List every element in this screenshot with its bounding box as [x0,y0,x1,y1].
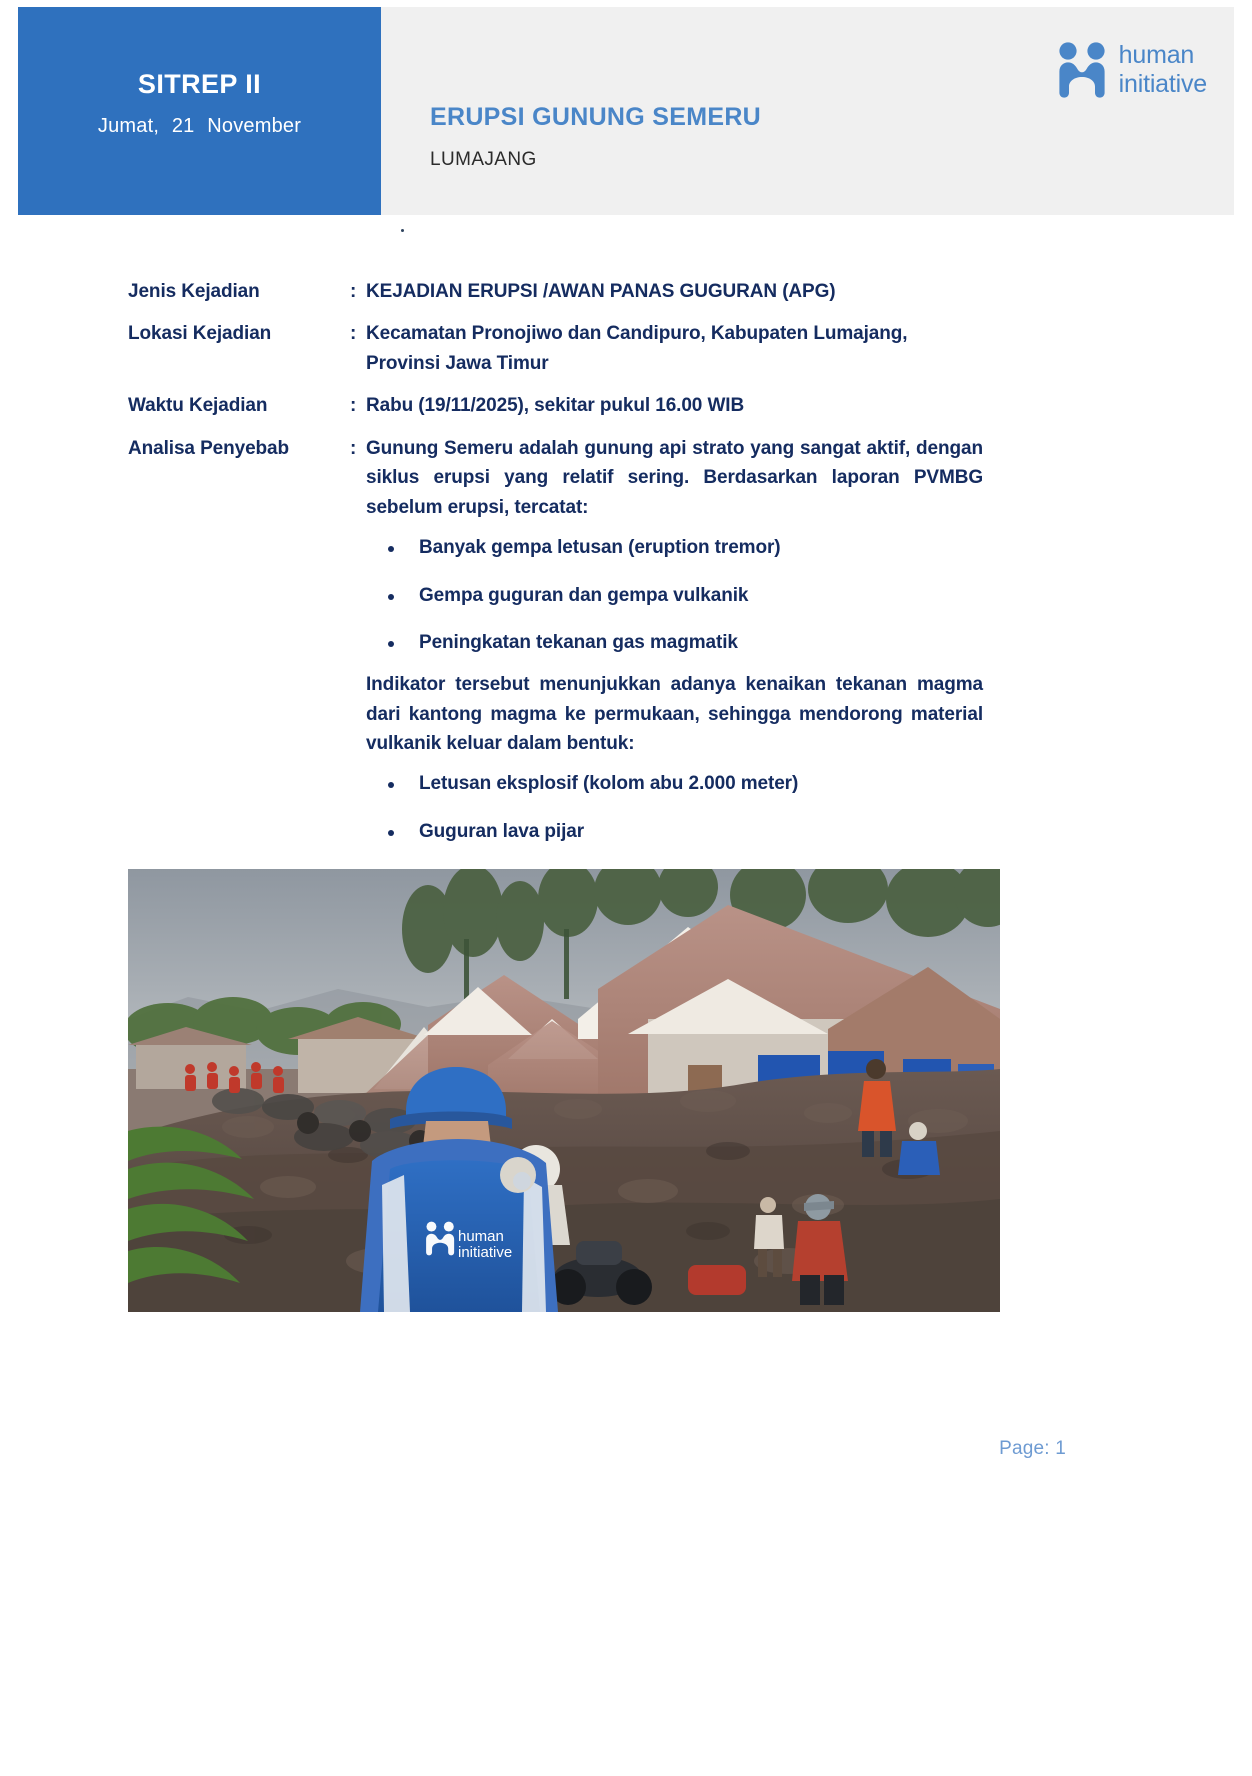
page-top-strip [0,0,1252,7]
info-label: Lokasi Kejadian [128,323,272,345]
list-item: Peningkatan tekanan gas magmatik [366,631,983,656]
info-colon: : [350,395,357,417]
list-item: Guguran lava pijar [366,820,983,845]
svg-text:human: human [458,1228,504,1245]
analysis-body [366,434,983,907]
info-colon: : [350,437,357,459]
analysis-intro-paragraph: Gunung Semeru adalah gunung api strato yang sangat aktif, dengan siklus erupsi yang relatif sering. Berdasarkan laporan PVMBG sebelum erupsi, tercatat: [366,437,983,518]
list-item: Letusan eksplosif (kolom abu 2.000 meter) [366,772,983,797]
page-right-edge [1234,0,1252,1776]
analysis-middle-paragraph: Indikator tersebut menunjukkan adanya kenaikan tekanan magma dari kantong magma ke permukaan, sehingga mendorong material vulkanik keluar dalam bentuk: [366,674,983,754]
info-value: Rabu (19/11/2025), sekitar pukul 16.00 WIB [366,395,745,417]
incident-info-block [128,277,983,920]
logo-wordmark [1119,43,1207,97]
info-label: Waktu Kejadian [128,395,268,417]
sitrep-label: SITREP II [137,68,262,99]
info-label: Analisa Penyebab [128,437,290,459]
human-initiative-logo [1056,42,1207,98]
logo-word-initiative: initiative [1118,70,1207,98]
decorative-dot [401,229,404,232]
header-sitrep-panel [18,7,381,215]
info-row-lokasi-kejadian [128,319,983,378]
info-colon: : [350,281,357,302]
list-item: Banyak gempa letusan (eruption tremor) [366,536,983,561]
disaster-site-photo [128,869,1000,1312]
info-row-waktu-kejadian [128,391,983,420]
info-value: KEJADIAN ERUPSI /AWAN PANAS GUGURAN (APG) [366,281,836,302]
page-subtitle: LUMAJANG [430,149,537,170]
info-colon: : [350,323,357,345]
sitrep-date: Jumat, 21 November [97,115,302,138]
info-row-jenis-kejadian [128,277,983,306]
two-people-holding-hands-icon [1056,42,1108,98]
analysis-indicator-list [366,536,983,656]
document-header [18,7,1234,215]
page-title: ERUPSI GUNUNG SEMERU [430,103,762,131]
list-item: Gempa guguran dan gempa vulkanik [366,584,983,609]
info-label: Jenis Kejadian [128,281,260,302]
header-title-panel [381,7,1234,215]
page-footer [0,1438,1252,1460]
logo-word-human: human [1118,41,1195,69]
info-value: Kecamatan Pronojiwo dan Candipuro, Kabupaten Lumajang, Provinsi Jawa Timur [366,323,908,374]
page-number: Page: 1 [999,1438,1066,1459]
svg-text:initiative: initiative [458,1244,513,1261]
info-row-analisa-penyebab [128,434,983,907]
